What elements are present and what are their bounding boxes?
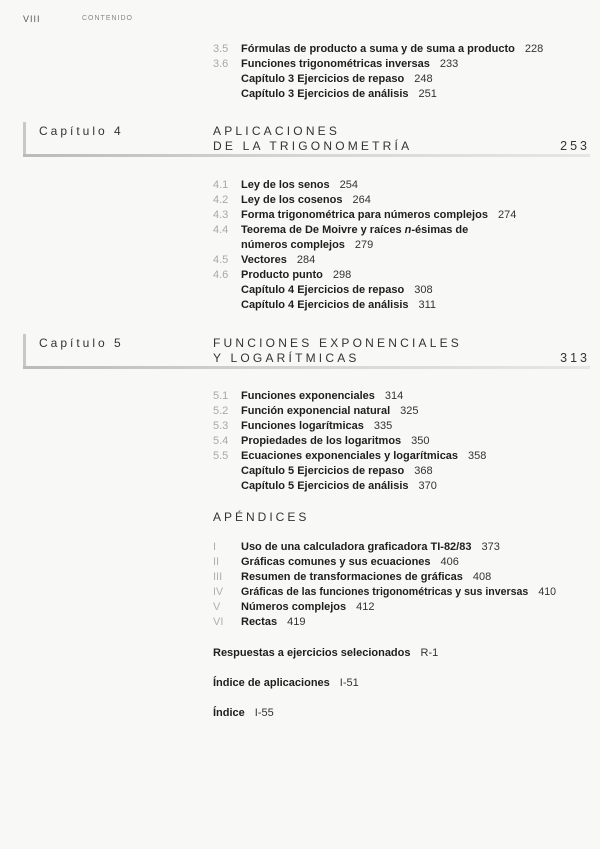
toc-entry[interactable]: [213, 449, 487, 463]
toc-entry[interactable]: [241, 72, 433, 86]
toc-entry[interactable]: [213, 178, 359, 192]
appendix-number: VI: [213, 616, 224, 628]
section-number: 5.1: [213, 390, 229, 402]
page-ref: 279: [354, 239, 374, 251]
toc-entry[interactable]: [213, 208, 517, 222]
toc-entry[interactable]: [213, 419, 393, 433]
back-matter-title: Índice de aplicaciones: [213, 677, 330, 689]
toc-entry[interactable]: [213, 42, 544, 56]
section-title: Fórmulas de producto a suma y de suma a producto: [241, 43, 515, 55]
section-number: 4.2: [213, 194, 229, 206]
chapter-5-heading[interactable]: [23, 334, 590, 365]
section-title: Capítulo 4 Ejercicios de repaso: [241, 284, 405, 296]
appendix-entry[interactable]: [213, 570, 492, 584]
toc-entry[interactable]: [213, 57, 459, 71]
section-title: Función exponencial natural: [241, 405, 391, 417]
section-title: Ley de los cosenos: [241, 194, 343, 206]
section-number: 4.5: [213, 254, 229, 266]
chapter-bar-left: [23, 334, 26, 367]
page-ref: 274: [497, 209, 517, 221]
toc-entry[interactable]: [241, 479, 437, 493]
page-ref: 233: [439, 58, 459, 70]
section-title: Funciones exponenciales: [241, 390, 375, 402]
section-title: Producto punto: [241, 269, 323, 281]
toc-entry[interactable]: [213, 434, 430, 448]
chapter-title-line1: APLICACIONES: [213, 124, 341, 138]
page-ref: 408: [472, 571, 492, 583]
appendix-entry[interactable]: [213, 555, 459, 569]
page-ref: 412: [356, 601, 375, 613]
section-number: 5.5: [213, 450, 229, 462]
appendix-title: Rectas: [241, 616, 278, 628]
appendices-heading: APÉNDICES: [213, 510, 310, 524]
appendix-number: III: [213, 571, 223, 583]
section-number: 4.1: [213, 179, 229, 191]
section-title: Forma trigonométrica para números complejos: [241, 209, 488, 221]
chapter-4-heading[interactable]: [23, 122, 590, 153]
appendix-entry[interactable]: [213, 585, 557, 599]
page-ref: 308: [414, 284, 433, 296]
toc-entry[interactable]: [241, 298, 436, 312]
section-number: 4.3: [213, 209, 229, 221]
toc-entry[interactable]: [213, 223, 469, 237]
chapter-bar-bottom: [23, 366, 590, 369]
chapter-label: Capítulo 4: [39, 124, 124, 138]
page-ref: 350: [411, 435, 430, 447]
toc-entry[interactable]: [241, 87, 437, 101]
toc-entry[interactable]: [241, 283, 433, 297]
section-title: números complejos: [241, 239, 345, 251]
page-ref: 373: [481, 541, 500, 553]
page-number: VIII: [23, 14, 41, 24]
section-number: 3.6: [213, 58, 229, 70]
back-matter-entry[interactable]: [213, 677, 359, 689]
appendix-entry[interactable]: [213, 540, 500, 554]
section-title: Capítulo 5 Ejercicios de repaso: [241, 465, 405, 477]
appendix-title: Gráficas comunes y sus ecuaciones: [241, 556, 431, 568]
section-title: Funciones trigonométricas inversas: [241, 58, 430, 70]
toc-entry[interactable]: [241, 464, 433, 478]
page-ref: 264: [352, 194, 371, 206]
page-ref: I-55: [254, 707, 274, 719]
appendix-entry[interactable]: [213, 615, 306, 629]
back-matter-entry[interactable]: [213, 647, 438, 659]
page-ref: 284: [296, 254, 316, 266]
section-title: Capítulo 4 Ejercicios de análisis: [241, 299, 409, 311]
section-number: 5.3: [213, 420, 229, 432]
back-matter-title: Índice: [213, 707, 245, 719]
section-title: -ésimas de: [411, 224, 469, 236]
page-ref: 370: [418, 480, 437, 492]
page-ref: 311: [418, 299, 437, 311]
appendix-number: I: [213, 541, 217, 553]
page-ref: 251: [418, 88, 437, 100]
page-ref: 406: [440, 556, 459, 568]
back-matter-entry[interactable]: [213, 707, 274, 719]
section-number: 3.5: [213, 43, 229, 55]
chapter-page: 253: [560, 139, 590, 153]
page-ref: 419: [287, 616, 306, 628]
toc-entry[interactable]: [213, 193, 371, 207]
page-ref: 368: [414, 465, 433, 477]
toc-entry[interactable]: [213, 389, 404, 403]
chapter-label: Capítulo 5: [39, 336, 124, 350]
section-title: Capítulo 5 Ejercicios de análisis: [241, 480, 409, 492]
appendix-entry[interactable]: [213, 600, 375, 614]
page-ref: 254: [339, 179, 359, 191]
section-title: Vectores: [241, 254, 287, 266]
chapter-bar-bottom: [23, 154, 590, 157]
page-ref: 228: [524, 43, 544, 55]
section-title: Ecuaciones exponenciales y logarítmicas: [241, 450, 459, 462]
page-ref: 410: [538, 586, 557, 598]
chapter-bar-left: [23, 122, 26, 155]
appendix-title: Resumen de transformaciones de gráficas: [241, 571, 463, 583]
appendix-number: II: [213, 556, 220, 568]
appendix-number: V: [213, 601, 221, 613]
appendix-title: Gráficas de las funciones trigonométricas y sus inversas: [241, 586, 529, 598]
section-title: Teorema de De Moivre y raíces: [241, 224, 405, 236]
section-number: 4.4: [213, 224, 229, 236]
toc-entry[interactable]: [213, 268, 352, 282]
page-ref: 358: [468, 450, 487, 462]
section-title: Funciones logarítmicas: [241, 420, 364, 432]
appendix-number: IV: [213, 586, 224, 598]
page-ref: R-1: [420, 647, 439, 659]
running-header: CONTENIDO: [82, 15, 133, 22]
section-number: 5.4: [213, 435, 229, 447]
section-title-italic: n: [404, 224, 412, 236]
toc-entry[interactable]: [213, 404, 419, 418]
appendix-title: Uso de una calculadora graficadora TI-82/83: [241, 541, 472, 553]
appendix-title: Números complejos: [241, 601, 347, 613]
chapter-page: 313: [560, 351, 590, 365]
section-number: 5.2: [213, 405, 229, 417]
section-title: Propiedades de los logaritmos: [241, 435, 402, 447]
back-matter-title: Respuestas a ejercicios selecionados: [213, 647, 411, 659]
page-ref: 314: [384, 390, 404, 402]
page-ref: 325: [400, 405, 419, 417]
chapter-title-line2: DE LA TRIGONOMETRÍA: [213, 139, 413, 153]
chapter-title-line2: Y LOGARÍTMICAS: [213, 351, 360, 365]
section-number: 4.6: [213, 269, 229, 281]
page-ref: I-51: [339, 677, 359, 689]
page-ref: 298: [332, 269, 352, 281]
section-title: Ley de los senos: [241, 179, 330, 191]
toc-entry-continued[interactable]: [241, 238, 373, 252]
page-ref: 335: [373, 420, 393, 432]
page-ref: 248: [414, 73, 433, 85]
section-title: Capítulo 3 Ejercicios de análisis: [241, 88, 409, 100]
toc-entry[interactable]: [213, 253, 316, 267]
chapter-title-line1: FUNCIONES EXPONENCIALES: [213, 336, 462, 350]
section-title: Capítulo 3 Ejercicios de repaso: [241, 73, 405, 85]
